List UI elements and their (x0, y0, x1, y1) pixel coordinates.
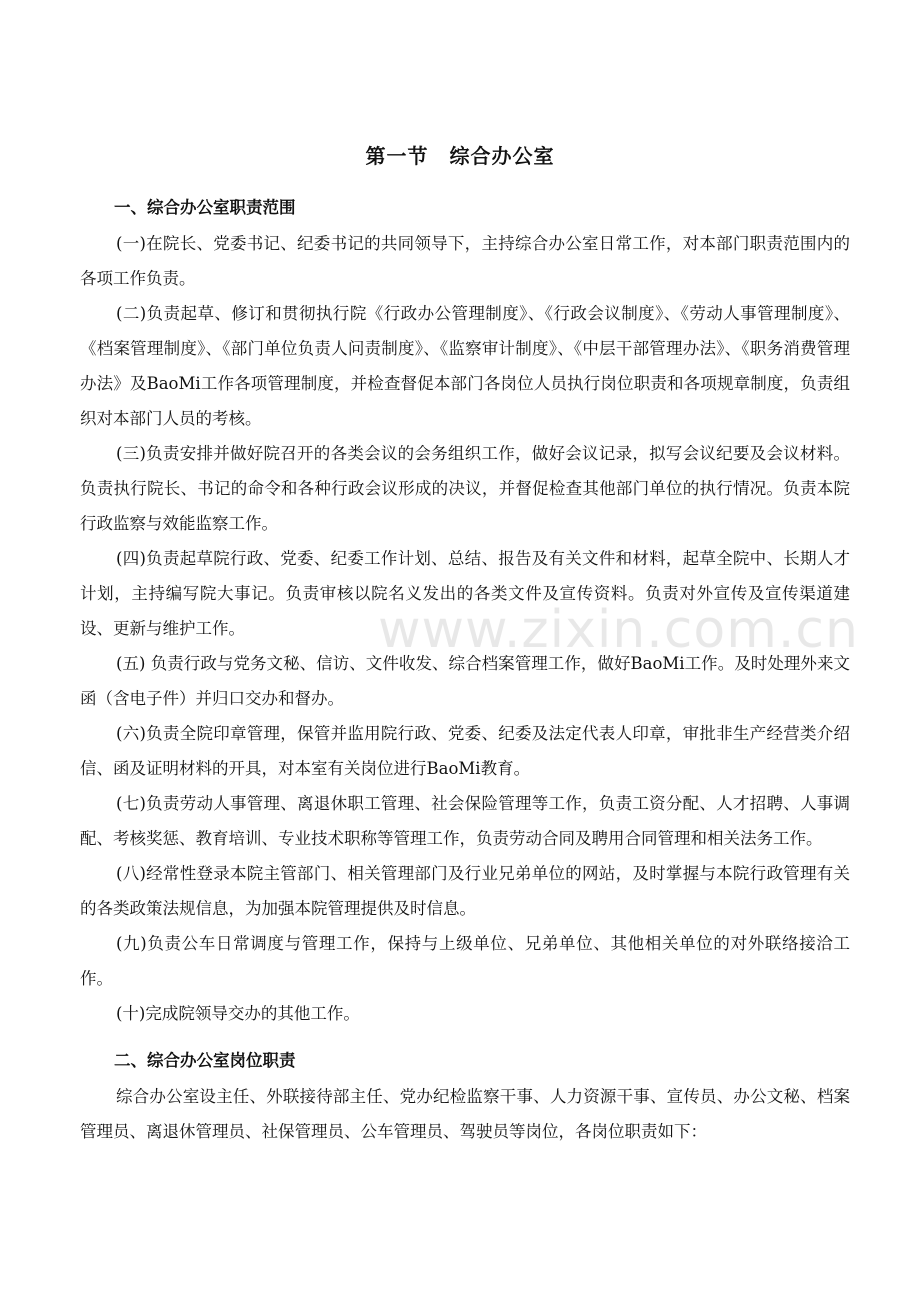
duty-item-8: (八)经常性登录本院主管部门、相关管理部门及行业兄弟单位的网站，及时掌握与本院行政管理有关的各类政策法规信息，为加强本院管理提供及时信息。 (80, 864, 850, 918)
duty-item-1: (一)在院长、党委书记、纪委书记的共同领导下，主持综合办公室日常工作，对本部门职责范围内的各项工作负责。 (80, 234, 850, 288)
duty-item-9: (九)负责公车日常调度与管理工作，保持与上级单位、兄弟单位、其他相关单位的对外联络接洽工作。 (80, 934, 850, 988)
duty-item-4: (四)负责起草院行政、党委、纪委工作计划、总结、报告及有关文件和材料，起草全院中、长期人才计划，主持编写院大事记。负责审核以院名义发出的各类文件及宣传资料。负责对外宣传及宣传渠道建设、更新与维护工作。 (80, 549, 850, 638)
post-duty-heading: 二、综合办公室岗位职责 (114, 1051, 296, 1070)
duty-item-5: (五) 负责行政与党务文秘、信访、文件收发、综合档案管理工作，做好BaoMi工作。及时处理外来文函（含电子件）并归口交办和督办。 (80, 654, 850, 708)
document-body (80, 190, 850, 1149)
post-duty-intro: 综合办公室设主任、外联接待部主任、党办纪检监察干事、人力资源干事、宣传员、办公文秘、档案管理员、离退休管理员、社保管理员、公车管理员、驾驶员等岗位，各岗位职责如下： (80, 1087, 850, 1141)
duty-item-6: (六)负责全院印章管理，保管并监用院行政、党委、纪委及法定代表人印章，审批非生产经营类介绍信、函及证明材料的开具，对本室有关岗位进行BaoMi教育。 (80, 724, 850, 778)
watermark: www.zixin.com.cn (378, 600, 859, 660)
duty-item-3: (三)负责安排并做好院召开的各类会议的会务组织工作，做好会议记录，拟写会议纪要及会议材料。负责执行院长、书记的命令和各种行政会议形成的决议，并督促检查其他部门单位的执行情况。负责本院行政监察与效能监察工作。 (80, 444, 850, 533)
duty-item-2: (二)负责起草、修订和贯彻执行院《行政办公管理制度》、《行政会议制度》、《劳动人事管理制度》、《档案管理制度》、《部门单位负责人问责制度》、《监察审计制度》、《中层干部管理办法》、《职务消费管理办法》及BaoMi工作各项管理制度，并检查督促本部门各岗位人员执行岗位职责和各项规章制度，负责组织对本部门人员的考核。 (80, 304, 850, 428)
duty-scope-heading: 一、综合办公室职责范围 (114, 198, 296, 217)
duty-item-7: (七)负责劳动人事管理、离退休职工管理、社会保险管理等工作，负责工资分配、人才招聘、人事调配、考核奖惩、教育培训、专业技术职称等管理工作，负责劳动合同及聘用合同管理和相关法务工作。 (80, 794, 850, 848)
duty-item-10: (十)完成院领导交办的其他工作。 (116, 1004, 360, 1023)
section-title: 第一节 综合办公室 (365, 144, 555, 168)
